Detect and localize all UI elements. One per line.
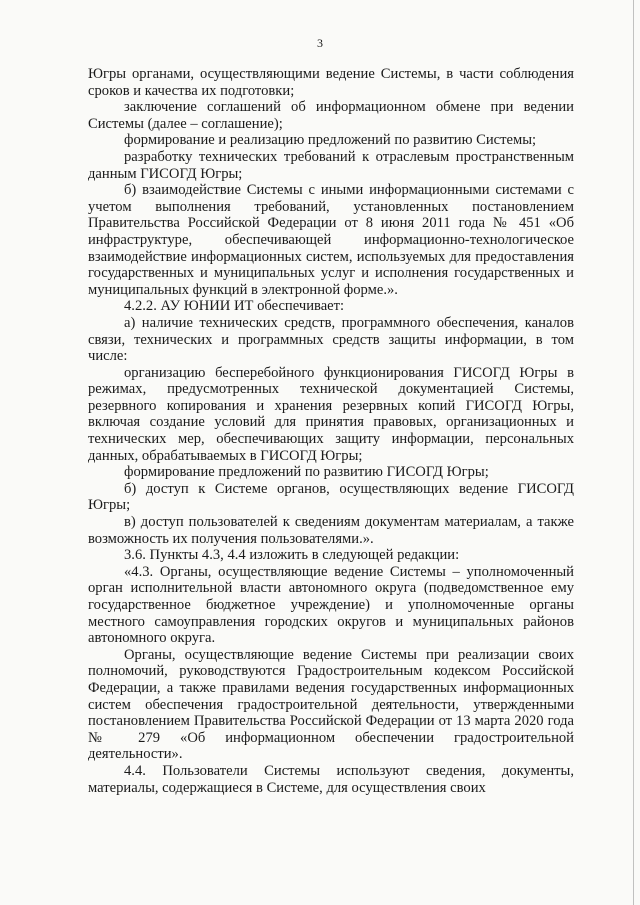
paragraph: 4.4. Пользователи Системы используют сведения, документы, материалы, содержащиеся в Системе, для осуществления своих [88,762,574,796]
scan-edge [633,0,634,905]
paragraph: 3.6. Пункты 4.3, 4.4 изложить в следующей редакции: [124,547,460,564]
page-number: 3 [317,36,323,50]
paragraph: организацию бесперебойного функционирования ГИСОГД Югры в режимах, предусмотренных технической документацией Системы, резервного копирования и хранения резервных копий ГИСОГД Югры, включая создание условий для принятия правовых, организационных и технических мер, обеспечивающих защиту информации, персональных данных, обрабатываемых в ГИСОГД Югры; [88,364,574,464]
document-body [88,66,574,796]
paragraph: б) взаимодействие Системы с иными информационными системами с учетом выполнения требований, установленных постановлением Правительства Российской Федерации от 8 июня 2011 года № 451 «Об инфраструктуре, обеспечивающей информационно-технологическое взаимодействие информационных систем, используемых для предоставления государственных и муниципальных услуг и исполнения государственных и муниципальных функций в электронной форме.». [88,182,574,298]
paragraph: формирование предложений по развитию ГИСОГД Югры; [124,464,489,481]
paragraph: формирование и реализацию предложений по развитию Системы; [124,132,537,149]
paragraph: а) наличие технических средств, программного обеспечения, каналов связи, технических и программных средств защиты информации, в том числе: [88,314,574,365]
paragraph: в) доступ пользователей к сведениям документам материалам, а также возможность их получения пользователями.». [88,514,574,547]
paragraph: «4.3. Органы, осуществляющие ведение Системы – уполномоченный орган исполнительной власти автономного округа (подведомственное ему государственное бюджетное учреждение) и уполномоченные органы местного самоуправления городских округов и муниципальных районов автономного округа. [88,563,574,647]
paragraph: Органы, осуществляющие ведение Системы при реализации своих полномочий, руководствуются Градостроительным кодексом Российской Федерации, а также правилами ведения государственных информационных систем обеспечения градостроительной деятельности, утвержденными постановлением Правительства Российской Федерации от 13 марта 2020 года № 279 «Об информационном обеспечении градостроительной деятельности». [88,646,574,763]
paragraph: 4.2.2. АУ ЮНИИ ИТ обеспечивает: [124,298,345,315]
paragraph: заключение соглашений об информационном обмене при ведении Системы (далее – соглашение); [88,99,574,132]
paragraph: Югры органами, осуществляющими ведение Системы, в части соблюдения сроков и качества их подготовки; [88,66,574,99]
paragraph: б) доступ к Системе органов, осуществляющих ведение ГИСОГД Югры; [88,480,574,514]
paragraph: разработку технических требований к отраслевым пространственным данным ГИСОГД Югры; [88,148,574,182]
